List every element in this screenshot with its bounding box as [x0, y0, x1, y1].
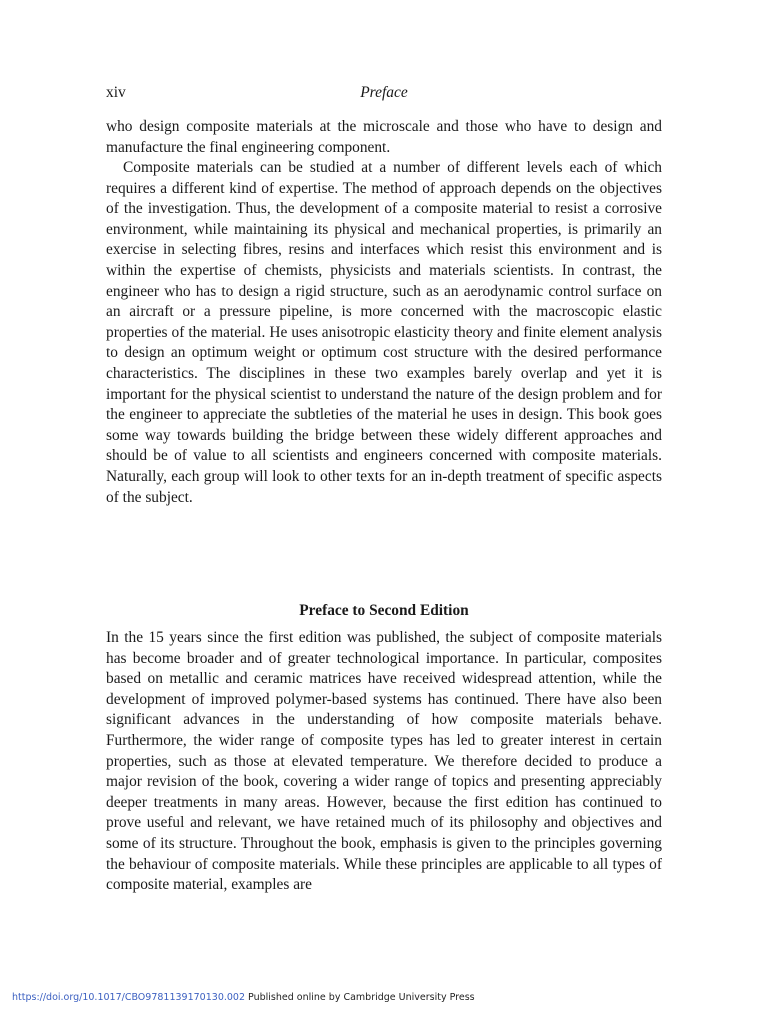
body-paragraph-continued: who design composite materials at the microscale and those who have to design and manufacture the final engineering component. — [106, 118, 662, 156]
body-paragraph: Composite materials can be studied at a number of different levels each of which requires a different kind of expertise. The method of approach depends on the objectives of the investigation. Thus, the development of a composite material to resist a corrosive environment, while maintaining its physical and mechanical properties, is primarily an exercise in selecting fibres, resins and interfaces which resist this environment and is within the expertise of chemists, physicists and materials scientists. In contrast, the engineer who has to design a rigid structure, such as an aerodynamic control surface on an aircraft or a pressure pipeline, is more concerned with the macroscopic elastic properties of the material. He uses anisotropic elasticity theory and finite element analysis to design an optimum weight or optimum cost structure with the desired performance characteristics. The disciplines in these two examples barely overlap and yet it is important for the physical scientist to understand the nature of the design problem and for the engineer to appreciate the subtleties of the material he uses in design. This book goes some way towards building the bridge between these widely different approaches and should be of value to all scientists and engineers concerned with composite materials. Naturally, each group will look to other texts for an in-depth treatment of specific aspects of the subject. — [106, 159, 662, 506]
body-paragraph: In the 15 years since the first edition was published, the subject of composite materials has become broader and of greater technological importance. In particular, composites based on metallic and ceramic matrices have received widespread attention, while the development of improved polymer-based systems has continued. There have also been significant advances in the understanding of how composite materials behave. Furthermore, the wider range of composite types has led to greater interest in certain properties, such as those at elevated temperature. We therefore decided to produce a major revision of the book, covering a wider range of topics and presenting appreciably deeper treatments in many areas. However, because the first edition has continued to prove useful and relevant, we have retained much of its philosophy and objectives and some of its structure. Throughout the book, emphasis is given to the principles governing the behaviour of composite materials. While these principles are applicable to all types of composite material, examples are — [106, 629, 662, 894]
publisher-note: Published online by Cambridge University Press — [245, 992, 475, 1003]
running-head-title: Preface — [360, 84, 408, 101]
section-heading: Preface to Second Edition — [299, 602, 469, 619]
running-head — [106, 84, 662, 106]
page-number: xiv — [106, 84, 126, 101]
doi-link[interactable]: https://doi.org/10.1017/CBO9781139170130.002 — [12, 992, 246, 1003]
doi-footer — [12, 992, 475, 1003]
